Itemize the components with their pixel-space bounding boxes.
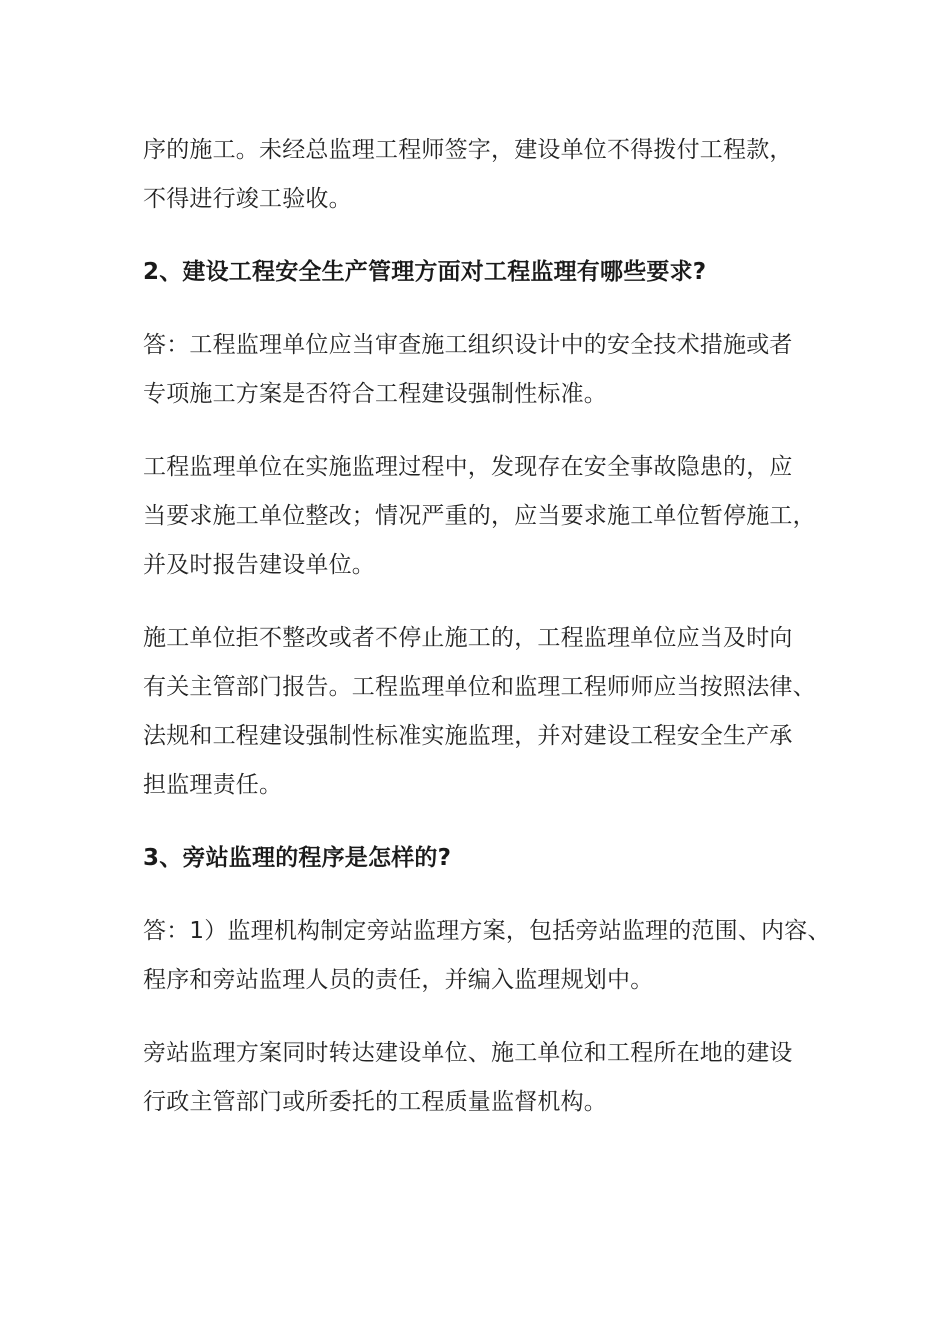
paragraph-line: 序的施工。未经总监理工程师签字，建设单位不得拨付工程款，: [143, 137, 793, 163]
paragraph-line: 担监理责任。: [143, 772, 283, 798]
paragraph-line: 施工单位拒不整改或者不停止施工的，工程监理单位应当及时向: [143, 625, 793, 651]
paragraph-line: 当要求施工单位整改；情况严重的，应当要求施工单位暂停施工，: [143, 503, 816, 529]
paragraph-line: 并及时报告建设单位。: [143, 552, 375, 578]
paragraph-line: 旁站监理方案同时转达建设单位、施工单位和工程所在地的建设: [143, 1040, 793, 1066]
paragraph-line: 行政主管部门或所委托的工程质量监督机构。: [143, 1089, 607, 1115]
paragraph-line: 不得进行竣工验收。: [143, 186, 352, 212]
question-heading-3: 3、旁站监理的程序是怎样的?: [143, 845, 452, 871]
paragraph-line: 有关主管部门报告。工程监理单位和监理工程师师应当按照法律、: [143, 674, 816, 700]
answer-line: 答：1）监理机构制定旁站监理方案，包括旁站监理的范围、内容、: [143, 918, 831, 944]
paragraph-line: 法规和工程建设强制性标准实施监理，并对建设工程安全生产承: [143, 723, 793, 749]
answer-line: 专项施工方案是否符合工程建设强制性标准。: [143, 381, 607, 407]
answer-line: 程序和旁站监理人员的责任，并编入监理规划中。: [143, 967, 654, 993]
question-heading-2: 2、建设工程安全生产管理方面对工程监理有哪些要求?: [143, 259, 707, 285]
paragraph-line: 工程监理单位在实施监理过程中，发现存在安全事故隐患的，应: [143, 454, 793, 480]
answer-line: 答：工程监理单位应当审查施工组织设计中的安全技术措施或者: [143, 332, 793, 358]
